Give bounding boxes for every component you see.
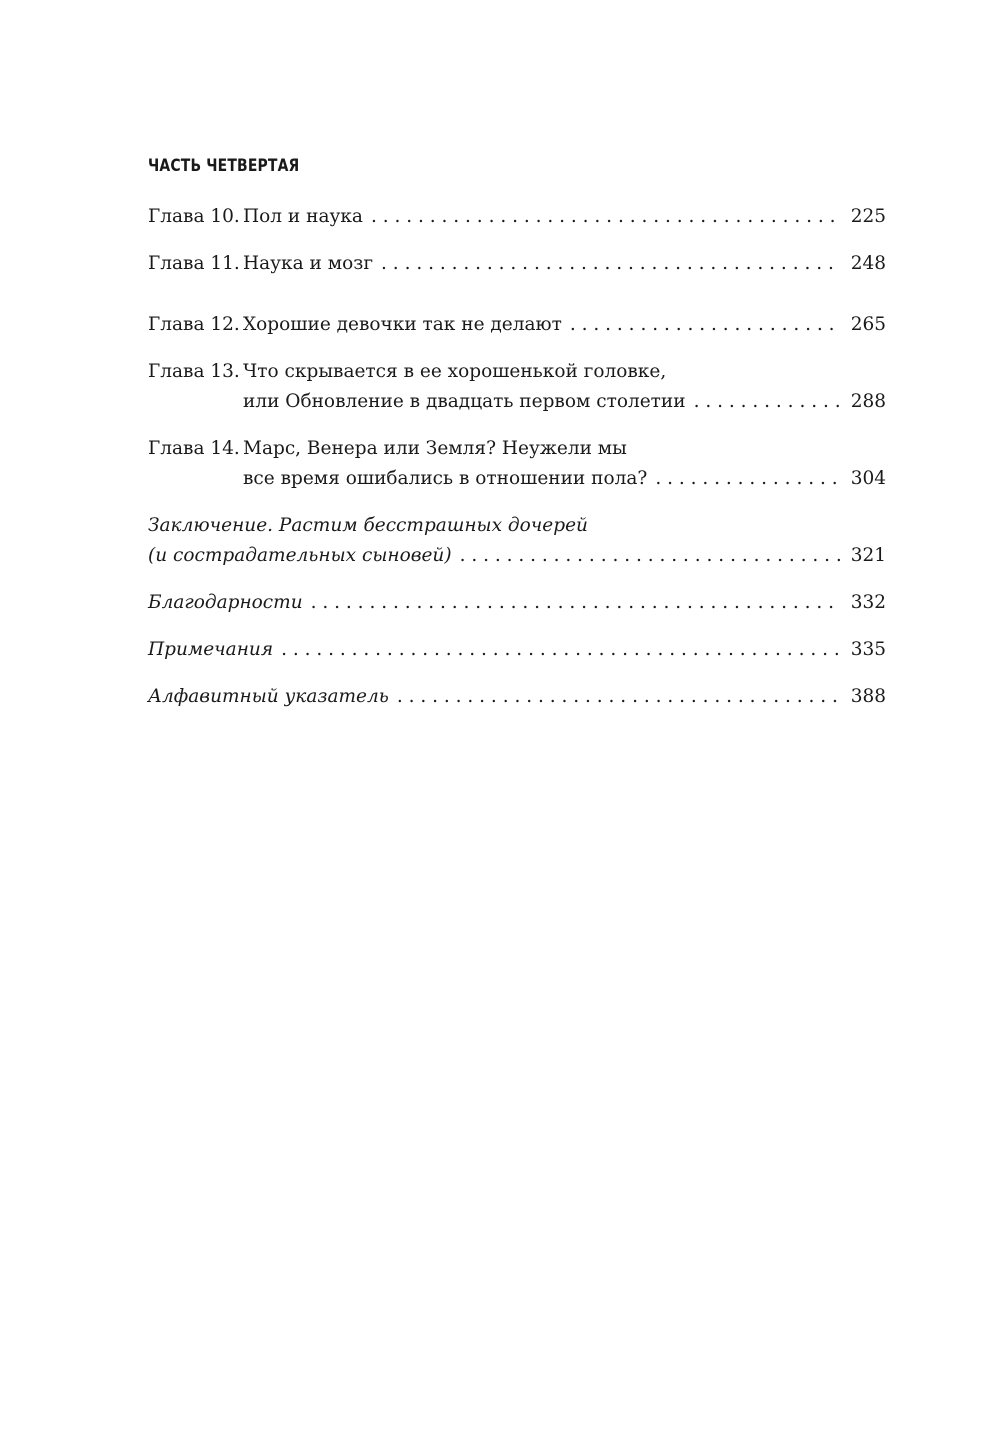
entry-title: Алфавитный указатель	[148, 686, 389, 707]
dot-leader	[694, 387, 841, 417]
chapter-number: Глава 13.	[148, 361, 240, 382]
toc-entry-chapter-10[interactable]	[148, 202, 886, 232]
page-number: 321	[850, 545, 886, 566]
chapter-number: Глава 10.	[148, 206, 240, 227]
page-number: 248	[850, 253, 886, 274]
page-number: 288	[850, 391, 886, 412]
page-number: 332	[850, 592, 886, 613]
entry-title: Благодарности	[148, 592, 303, 613]
chapter-title: Наука и мозг	[243, 253, 374, 274]
dot-leader	[371, 202, 841, 232]
chapter-title-line-2: все время ошибались в отношении пола?	[243, 468, 648, 489]
page-number: 225	[850, 206, 886, 227]
chapter-title-line-1: Марс, Венера или Земля? Неужели мы	[243, 438, 627, 459]
dot-leader	[281, 635, 841, 665]
part-heading: ЧАСТЬ ЧЕТВЕРТАЯ	[148, 156, 300, 176]
toc-entry-chapter-12[interactable]	[148, 310, 886, 340]
page-number: 388	[850, 686, 886, 707]
chapter-title-line-2: или Обновление в двадцать первом столетии	[243, 391, 686, 412]
page-number: 304	[850, 468, 886, 489]
chapter-title: Пол и наука	[243, 206, 363, 227]
toc-entry-acknowledgements[interactable]	[148, 588, 886, 618]
page-number: 335	[850, 639, 886, 660]
chapter-number: Глава 14.	[148, 438, 240, 459]
entry-title-line-2: (и сострадательных сыновей)	[148, 545, 452, 566]
toc-entry-chapter-11[interactable]	[148, 249, 886, 279]
toc-entry-index[interactable]	[148, 682, 886, 712]
dot-leader	[311, 588, 841, 618]
entry-title: Примечания	[148, 639, 274, 660]
dot-leader	[397, 682, 841, 712]
toc-entry-notes[interactable]	[148, 635, 886, 665]
dot-leader	[655, 464, 840, 494]
chapter-title: Хорошие девочки так не делают	[243, 314, 562, 335]
entry-title-line-1: Заключение. Растим бесстрашных дочерей	[148, 515, 588, 536]
chapter-title-line-1: Что скрывается в ее хорошенькой головке,	[243, 361, 667, 382]
page-number: 265	[850, 314, 886, 335]
toc-entry-chapter-13[interactable]	[148, 357, 886, 417]
chapter-number: Глава 12.	[148, 314, 240, 335]
chapter-number: Глава 11.	[148, 253, 240, 274]
dot-leader	[381, 249, 841, 279]
dot-leader	[570, 310, 841, 340]
dot-leader	[460, 541, 841, 571]
toc-entry-conclusion[interactable]	[148, 511, 886, 571]
toc-entry-chapter-14[interactable]	[148, 434, 886, 494]
